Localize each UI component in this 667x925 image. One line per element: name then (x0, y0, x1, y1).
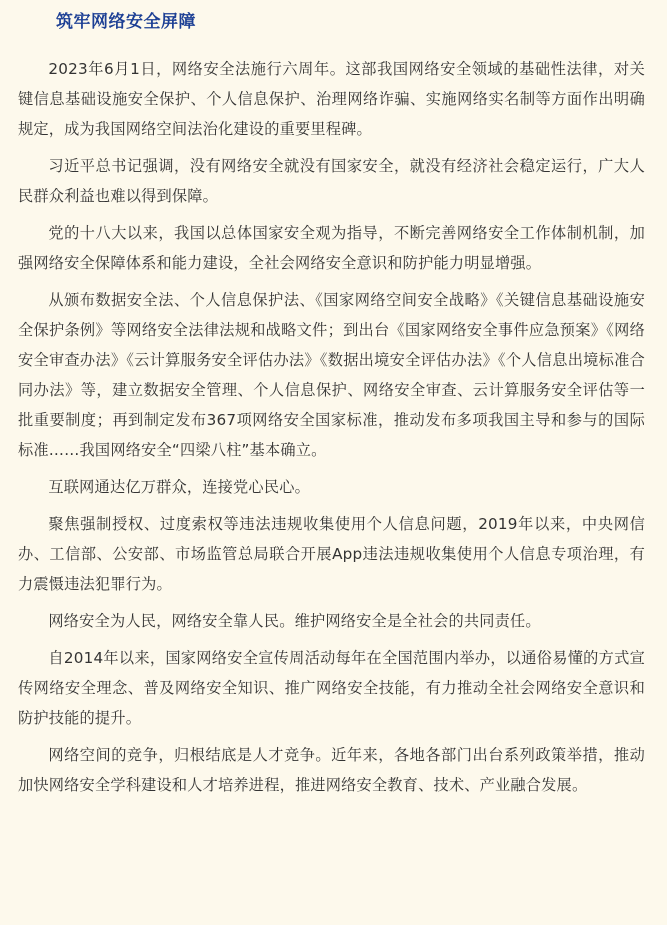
paragraph-4: 从颁布数据安全法、个人信息保护法、《国家网络空间安全战略》《关键信息基础设施安全保护条例》等网络安全法律法规和战略文件；到出台《国家网络安全事件应急预案》《网络安全审查办法》《云计算服务安全评估办法》《数据出境安全评估办法》《个人信息出境标准合同办法》等，建立数据安全管理、个人信息保护、网络安全审查、云计算服务安全评估等一批重要制度；再到制定发布367项网络安全国家标准，推动发布多项我国主导和参与的国际标准……我国网络安全“四梁八柱”基本确立。 (18, 291, 645, 459)
paragraph-8: 自2014年以来，国家网络安全宣传周活动每年在全国范围内举办，以通俗易懂的方式宣传网络安全理念、普及网络安全知识、推广网络安全技能，有力推动全社会网络安全意识和防护技能的提升。 (18, 649, 645, 727)
paragraph-9: 网络空间的竞争，归根结底是人才竞争。近年来，各地各部门出台系列政策举措，推动加快网络安全学科建设和人才培养进程，推进网络安全教育、技术、产业融合发展。 (18, 746, 645, 794)
paragraph-1: 2023年6月1日，网络安全法施行六周年。这部我国网络安全领域的基础性法律，对关键信息基础设施安全保护、个人信息保护、治理网络诈骗、实施网络实名制等方面作出明确规定，成为我国网络空间法治化建设的重要里程碑。 (18, 60, 645, 138)
article-title: 筑牢网络安全屏障 (56, 12, 196, 32)
paragraph-5: 互联网通达亿万群众，连接党心民心。 (48, 478, 310, 496)
paragraph-7: 网络安全为人民，网络安全靠人民。维护网络安全是全社会的共同责任。 (48, 612, 541, 630)
paragraph-2: 习近平总书记强调，没有网络安全就没有国家安全，就没有经济社会稳定运行，广大人民群众利益也难以得到保障。 (18, 157, 645, 205)
paragraph-6: 聚焦强制授权、过度索权等违法违规收集使用个人信息问题，2019年以来，中央网信办、工信部、公安部、市场监管总局联合开展App违法违规收集使用个人信息专项治理，有力震慑违法犯罪行为。 (18, 515, 645, 593)
paragraph-3: 党的十八大以来，我国以总体国家安全观为指导，不断完善网络安全工作体制机制，加强网络安全保障体系和能力建设，全社会网络安全意识和防护能力明显增强。 (18, 224, 645, 272)
